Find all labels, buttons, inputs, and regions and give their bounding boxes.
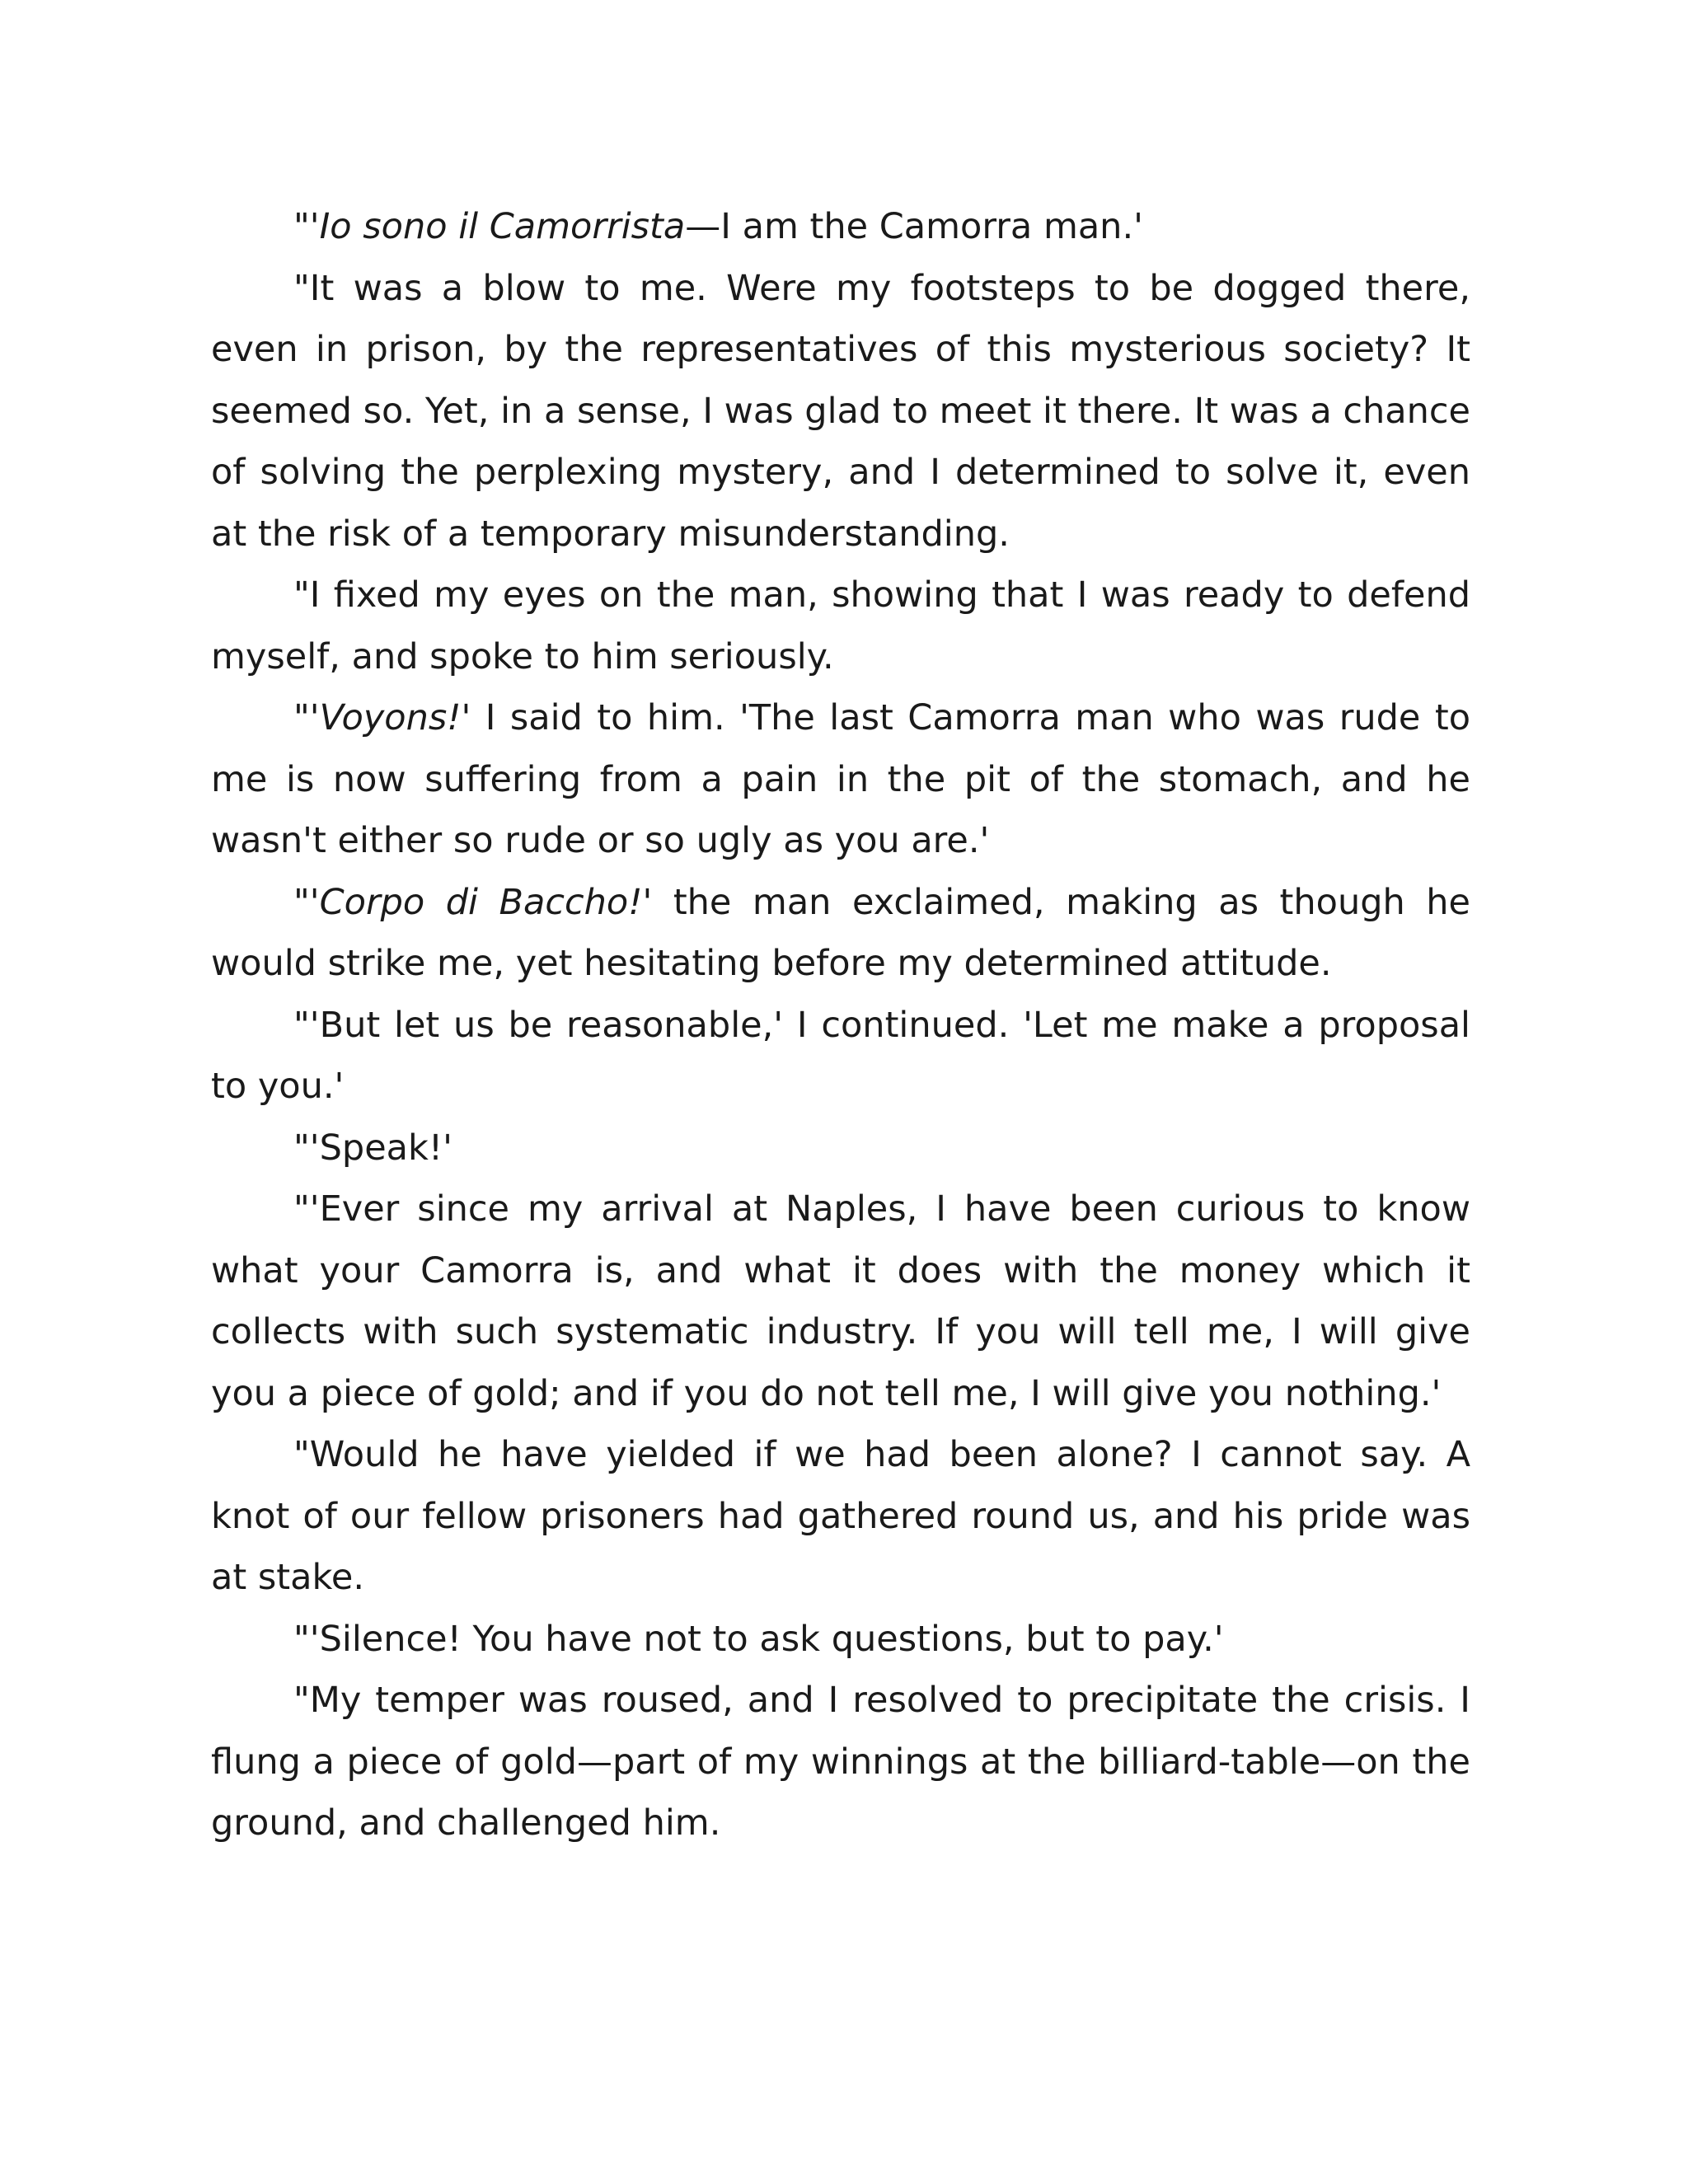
paragraph	[211, 1424, 1470, 1609]
paragraph	[211, 258, 1470, 565]
paragraph	[211, 995, 1470, 1118]
text-run: "'	[293, 881, 320, 923]
text-run: "'Silence! You have not to ask questions, but to pay.'	[293, 1618, 1224, 1660]
paragraph	[211, 1179, 1470, 1424]
page-body	[211, 196, 1470, 1854]
paragraph	[211, 1670, 1470, 1854]
text-run: "I fixed my eyes on the man, showing that I was ready to defend myself, and spoke to him seriously.	[211, 574, 1470, 677]
text-run: "My temper was roused, and I resolved to precipitate the crisis. I flung a piece of gold—part of my winnings at the billiard-table—on the ground, and challenged him.	[211, 1680, 1470, 1844]
paragraph	[211, 1609, 1470, 1671]
text-run: "'	[293, 697, 320, 738]
text-run: "Would he have yielded if we had been alone? I cannot say. A knot of our fellow prisoners had gathered round us, and his pride was at stake.	[211, 1434, 1470, 1598]
italic-text-run: Io sono il Camorrista	[319, 206, 686, 247]
paragraph	[211, 687, 1470, 872]
paragraph	[211, 565, 1470, 687]
text-run: "'Ever since my arrival at Naples, I have been curious to know what your Camorra is, and what it does with the money which it collects with such systematic industry. If you will tell me, I will give you a piece of gold; and if you do not tell me, I will give you nothing.'	[211, 1188, 1470, 1414]
paragraph	[211, 196, 1470, 258]
paragraph	[211, 1118, 1470, 1179]
text-run: —I am the Camorra man.'	[685, 206, 1143, 247]
text-run: "'Speak!'	[293, 1127, 452, 1169]
text-run: "It was a blow to me. Were my footsteps to be dogged there, even in prison, by the representatives of this mysterious society? It seemed so. Yet, in a sense, I was glad to meet it there. It was a chance of solving the perplexing mystery, and I determined to solve it, even at the risk of a temporary misunderstanding.	[211, 267, 1470, 555]
text-run: ' I said to him. 'The last Camorra man who was rude to me is now suffering from a pain in the pit of the stomach, and he wasn't either so rude or so ugly as you are.'	[211, 697, 1470, 861]
text-run: ' the man exclaimed, making as though he would strike me, yet hesitating before my determined attitude.	[211, 881, 1470, 984]
text-run: "'	[293, 206, 320, 247]
paragraph	[211, 872, 1470, 995]
italic-text-run: Corpo di Baccho!	[319, 881, 643, 923]
text-run: "'But let us be reasonable,' I continued. 'Let me make a proposal to you.'	[211, 1004, 1470, 1107]
italic-text-run: Voyons!	[319, 697, 462, 738]
